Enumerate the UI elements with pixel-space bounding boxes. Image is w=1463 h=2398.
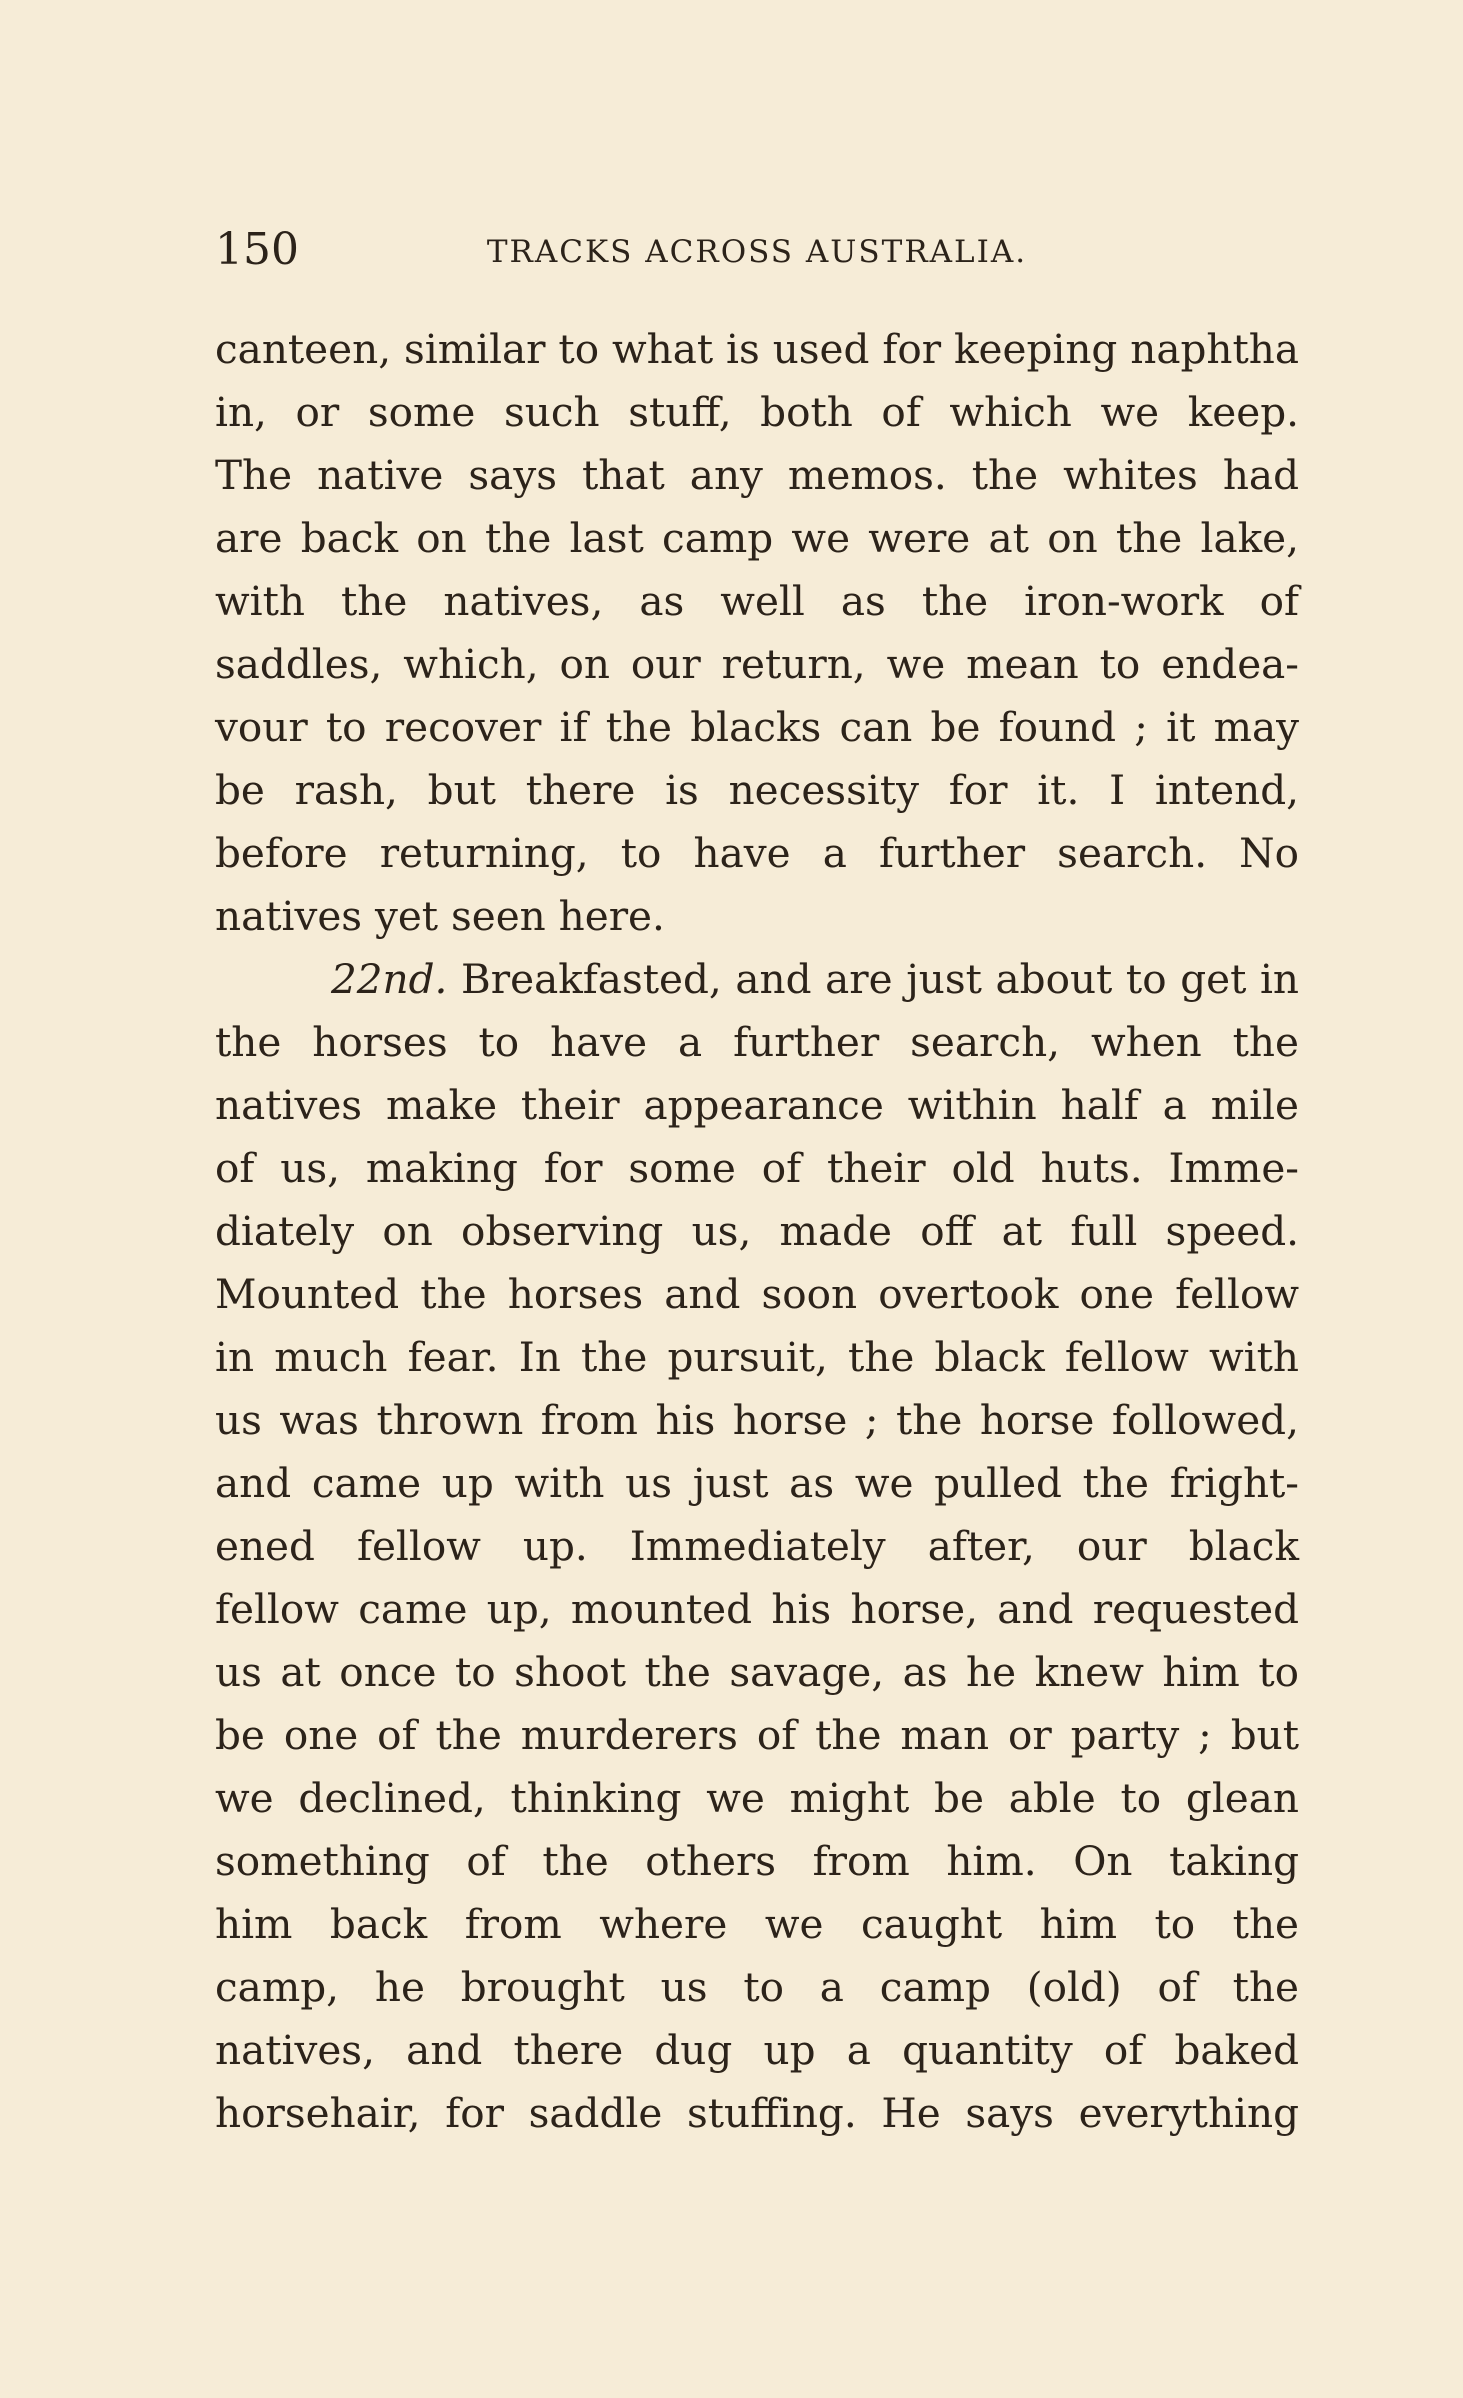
text-line: canteen, similar to what is used for keeping naphtha — [215, 325, 1299, 373]
text-line: are back on the last camp we were at on the lake, — [215, 514, 1299, 562]
text-line: natives make their appearance within half a mile — [215, 1081, 1299, 1129]
paragraph-2 — [215, 948, 1299, 2145]
body-text — [215, 318, 1299, 2145]
text-line: camp, he brought us to a camp (old) of the — [215, 1963, 1299, 2011]
text-line: be one of the murderers of the man or party ; but — [215, 1711, 1299, 1759]
page-header — [215, 220, 1299, 280]
text-line: of us, making for some of their old huts. Imme- — [215, 1144, 1299, 1192]
text-line: and came up with us just as we pulled the fright- — [215, 1459, 1299, 1507]
text-line: us was thrown from his horse ; the horse followed, — [215, 1396, 1299, 1444]
text-line: the horses to have a further search, when the — [215, 1018, 1299, 1066]
text-line: natives, and there dug up a quantity of baked — [215, 2026, 1299, 2074]
text-line: Mounted the horses and soon overtook one fellow — [215, 1270, 1299, 1318]
first-line-text: Breakfasted, and are just about to get in — [447, 955, 1299, 1003]
text-line: with the natives, as well as the iron-work of — [215, 577, 1299, 625]
paragraph-1 — [215, 318, 1299, 948]
text-line: The native says that any memos. the whites had — [215, 451, 1299, 499]
text-line: be rash, but there is necessity for it. I intend, — [215, 766, 1299, 814]
entry-date: 22nd. — [331, 955, 448, 1003]
running-title: TRACKS ACROSS AUSTRALIA. — [486, 234, 1028, 270]
text-line: fellow came up, mounted his horse, and requested — [215, 1585, 1299, 1633]
text-line: in, or some such stuff, both of which we keep. — [215, 388, 1299, 436]
page-number: 150 — [215, 224, 299, 275]
text-line: horsehair, for saddle stuffing. He says everything — [215, 2089, 1299, 2137]
text-line: before returning, to have a further search. No — [215, 829, 1299, 877]
text-line: him back from where we caught him to the — [215, 1900, 1299, 1948]
text-line: we declined, thinking we might be able to glean — [215, 1774, 1299, 1822]
text-line: diately on observing us, made off at full speed. — [215, 1207, 1299, 1255]
text-line: saddles, which, on our return, we mean to endea- — [215, 640, 1299, 688]
text-line: us at once to shoot the savage, as he knew him to — [215, 1648, 1299, 1696]
text-line: in much fear. In the pursuit, the black fellow with — [215, 1333, 1299, 1381]
paragraph-first-line — [215, 948, 1299, 1011]
text-line: natives yet seen here. — [215, 892, 665, 940]
text-line: something of the others from him. On taking — [215, 1837, 1299, 1885]
text-line: ened fellow up. Immediately after, our black — [215, 1522, 1299, 1570]
text-line: vour to recover if the blacks can be found ; it may — [215, 703, 1299, 751]
